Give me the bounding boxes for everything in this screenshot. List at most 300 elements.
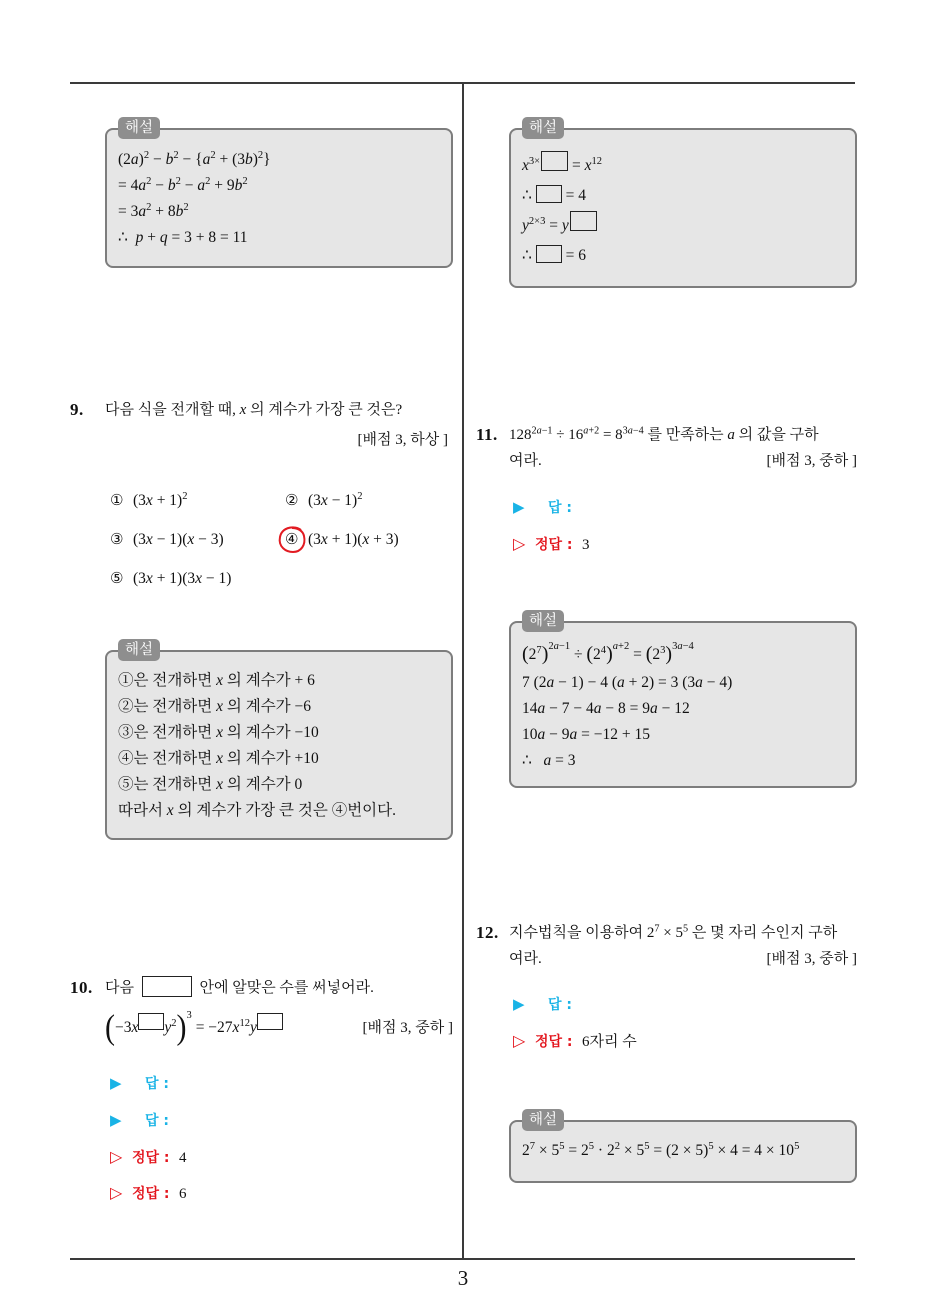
math-variable: b [167,177,176,194]
math-text: 5 [682,923,689,935]
solution-box-12 [509,1112,857,1183]
math-text: + 1) [152,492,183,509]
answer-blank-box [257,1013,283,1030]
math-variable: x [216,750,224,767]
superscript [529,156,568,167]
superscript [583,425,599,436]
math-text: 7 [529,1141,536,1153]
math-variable: x [362,531,370,548]
superscript [592,156,603,167]
correct-answer-line [513,532,590,556]
math-text: · 2 [594,1142,615,1159]
math-text: 2 [146,176,152,188]
big-parenthesis: ( [522,643,529,665]
solution-line [118,147,440,173]
big-parenthesis: ) [606,643,613,665]
math-text: 2 [242,176,248,188]
math-text: 5 [794,1141,800,1153]
math-text: −1 [541,425,553,437]
superscript [569,216,597,227]
math-text: + (3 [215,151,245,168]
math-variable: x [239,402,247,418]
math-text: 5 [588,1141,595,1153]
math-text: 의 계수가 −10 [223,724,319,741]
math-variable: y [164,1019,172,1036]
math-text: 안에 알맞은 수를 써넣어라. [195,980,374,996]
math-text: 3 [672,641,678,652]
solution-lines [118,147,440,251]
option-5-expression [133,570,231,587]
solution-line [522,211,844,241]
math-text: = 3 [551,752,576,769]
math-text: 7 (2 [522,674,547,691]
math-variable: a [612,641,618,652]
math-variable: x [187,531,195,548]
math-variable: a [593,700,602,717]
big-parenthesis: ( [105,1007,115,1047]
solution-box-8 [105,120,453,268]
answer-line [110,1108,169,1132]
solution-line [522,696,844,722]
solution-line [118,694,440,720]
answer-blank-box [541,151,568,171]
math-text: 3× [528,156,541,168]
math-text: 2 [528,646,537,663]
math-text: × 5 [535,1142,560,1159]
math-text: 의 계수가 −6 [223,698,312,715]
math-variable: y [249,1019,257,1036]
math-variable: a [583,425,589,437]
option-3 [110,527,224,551]
question-9-score: [배점 3, 하상 ] [357,432,448,448]
option-1 [110,488,187,512]
question-12-number: 12. [476,923,499,942]
math-text: − 12 [657,700,690,717]
answer-marker-icon: ▶ [110,1111,122,1129]
answer-line [110,1071,169,1095]
option-4-mark: ④ [285,530,299,548]
solution-line [118,668,440,694]
math-text: + 1)( [327,531,363,548]
math-variable: x [584,157,592,174]
math-variable: b [234,177,243,194]
math-text: − 1) [202,570,232,587]
solution-label: 해설 [118,117,160,139]
question-12-stem-continued: 여라. [509,951,542,967]
solution-box-9 [105,642,453,840]
math-variable: a [553,641,559,652]
answer-blank-box [536,185,562,203]
question-11-stem-continued: 여라. [509,453,542,469]
math-variable: x [232,1019,240,1036]
solution-line [522,640,844,670]
math-variable: a [543,752,552,769]
math-text: − { [178,151,203,168]
answer-label: 답 : [145,1076,169,1092]
math-text: × 5 [619,1142,645,1159]
math-text: 2 [171,1018,177,1030]
math-variable: x [216,672,224,689]
correct-marker-icon: ▷ [110,1147,123,1166]
solution-label: 해설 [522,117,564,139]
math-variable: a [197,177,206,194]
correct-answer-line [110,1145,187,1169]
question-12-stem [509,921,837,945]
math-variable: x [216,698,224,715]
column-divider [462,82,464,1259]
math-variable: a [569,726,578,743]
math-text: 2 [257,150,264,162]
math-variable: x [522,157,529,174]
superscript [623,425,644,436]
math-text: (3 [133,531,146,548]
math-variable: a [202,151,211,168]
math-variable: a [627,425,633,437]
correct-answer-label: 정답 : [535,1034,573,1050]
math-text: − 8 = 9 [601,700,650,717]
option-1-mark: ① [110,491,124,509]
math-text: 따라서 [118,802,167,819]
math-text: − [151,177,168,194]
math-text: = 4 [118,177,139,194]
big-parenthesis: ) [541,643,549,665]
math-text: + [143,229,160,246]
correct-answer-label: 정답 : [535,537,573,553]
superscript [613,641,629,652]
math-text: − 1)( [152,531,188,548]
superscript [672,641,694,652]
math-text: 2 [210,150,216,162]
math-text: ) [252,151,258,168]
math-text: ②는 전개하면 [118,698,217,715]
question-11-number: 11. [476,425,498,444]
math-text: −4 [682,641,694,652]
math-text: 12 [591,156,603,168]
question-10-score: [배점 3, 중하 ] [362,1020,453,1036]
math-variable: b [244,151,253,168]
math-text: + 8 [151,203,176,220]
math-variable: a [677,641,683,652]
superscript [532,425,553,436]
solution-lines [118,668,440,824]
math-variable: a [649,700,658,717]
big-parenthesis: ( [645,643,653,665]
solution-lines [522,1138,844,1164]
math-text: 2 [357,491,363,503]
solution-label: 해설 [522,610,564,632]
answer-blank-box [536,245,562,263]
math-text: (3 [308,531,321,548]
math-text: 14 [522,700,538,717]
correct-answer-value: 4 [179,1150,187,1166]
math-text: ÷ 16 [552,427,584,443]
math-text: + 2) = 3 (3 [624,674,696,691]
math-text: } [263,151,271,168]
math-text: ∴ [522,752,544,769]
math-text: 3 [186,1009,192,1021]
option-5-mark: ⑤ [110,569,124,587]
math-variable: a [546,674,555,691]
math-text: = −27 [191,1019,233,1036]
math-variable: p [135,229,144,246]
math-variable: x [166,802,174,819]
solution-line [118,199,440,225]
math-text: 2 [146,202,152,214]
solution-line [522,241,844,271]
math-variable: x [320,492,328,509]
math-variable: a [695,674,703,691]
correct-answer-label: 정답 : [132,1186,170,1202]
solution-line [522,670,844,696]
math-text: 2 [175,176,181,188]
superscript [794,1141,799,1152]
math-text: 5 [708,1141,714,1153]
math-text: 2 [182,491,188,503]
math-text: × 4 = 4 × 10 [713,1142,795,1159]
math-variable: x [320,531,328,548]
solution-line [522,748,844,774]
math-text: × 5 [659,925,683,941]
math-variable: x [216,724,224,741]
question-12-score: [배점 3, 중하 ] [766,951,857,967]
math-variable: a [536,425,542,437]
solution-box-10 [509,120,857,288]
superscript [182,491,187,502]
math-text: = (2 × 5) [649,1142,709,1159]
superscript [357,491,362,502]
math-text: 10 [522,726,538,743]
math-text: 의 계수가 + 6 [223,672,315,689]
math-text: − [149,151,166,168]
solution-lines [522,640,844,774]
math-text: 3 [622,425,628,437]
math-text: 4 [600,645,607,657]
math-text: 12 [239,1018,250,1030]
math-text: = 3 [118,203,139,220]
math-variable: x [145,531,153,548]
math-text: ③은 전개하면 [118,724,217,741]
solution-lines [522,151,844,271]
math-variable: a [727,427,735,443]
math-text: = 3 + 8 = 11 [167,229,248,246]
math-text: 2 [652,646,661,663]
math-text: ∴ [522,247,536,264]
math-text: ①은 전개하면 [118,672,217,689]
option-5 [110,566,231,590]
math-text: 2 [531,425,537,437]
selected-answer-circle [277,524,307,554]
math-text: − 4) [702,674,733,691]
math-text: = 8 [599,427,623,443]
math-text: 2 [183,202,189,214]
math-text: −4 [632,425,644,437]
bottom-rule [70,1258,855,1260]
question-10-number: 10. [70,978,93,997]
math-text: ④는 전개하면 [118,750,217,767]
math-text: = [545,217,562,234]
solution-line [118,746,440,772]
big-parenthesis: ) [176,1007,187,1047]
answer-blank-box [142,976,192,997]
correct-answer-label: 정답 : [132,1150,170,1166]
math-text: ) [138,151,144,168]
math-text: 7 [654,923,660,935]
math-variable: x [145,492,153,509]
superscript [242,176,247,187]
solution-line [522,181,844,211]
math-text: ∴ [522,187,536,204]
solution-label: 해설 [118,639,160,661]
correct-marker-icon: ▷ [513,534,526,553]
math-text: ⑤는 전개하면 [118,776,217,793]
answer-line [513,495,572,519]
page-number: 3 [457,1266,469,1290]
math-variable: a [138,203,147,220]
math-variable: a [616,674,625,691]
math-text: (3 [133,492,146,509]
solution-line [118,772,440,798]
math-text: −3 [115,1019,132,1036]
correct-answer-value: 6자리 수 [582,1034,637,1050]
math-text: − 1) [327,492,358,509]
option-3-expression [133,531,224,548]
math-variable: b [175,203,184,220]
math-text: 를 만족하는 [643,427,728,443]
math-variable: a [537,726,546,743]
math-variable: a [138,177,147,194]
math-text: 의 값을 구하 [734,427,819,443]
answer-label: 답 : [548,500,572,516]
math-variable: x [195,570,203,587]
option-4-expression [308,531,399,548]
option-2-mark: ② [285,491,299,509]
option-1-expression [133,492,187,509]
solution-line [522,1138,844,1164]
math-text: ∴ [118,229,136,246]
math-variable: b [165,151,174,168]
solution-box-11 [509,613,857,788]
math-text: 5 [644,1141,650,1153]
correct-answer-value: 6 [179,1186,187,1202]
math-text: + 3) [369,531,399,548]
answer-blank-box [138,1013,164,1030]
solution-line [118,173,440,199]
math-text: = [568,157,585,174]
answer-marker-icon: ▶ [513,995,525,1013]
math-text: = 4 [561,187,586,204]
math-text: 은 몇 자리 수인지 구하 [688,925,838,941]
big-parenthesis: ( [586,643,594,665]
answer-marker-icon: ▶ [110,1074,122,1092]
math-text: = −12 + 15 [577,726,650,743]
question-9-number: 9. [70,400,84,419]
math-text: +2 [618,641,630,652]
math-text: − 3) [194,531,224,548]
superscript [529,216,545,227]
math-text: 다음 [105,980,138,996]
math-text: (3 [133,570,146,587]
math-text: 2 [143,150,150,162]
math-variable: a [537,700,546,717]
math-text: = 2 [564,1142,589,1159]
math-text: 지수법칙을 이용하여 2 [509,925,655,941]
math-text: −1 [558,641,571,652]
answer-label: 답 : [145,1113,169,1129]
option-2-expression [308,492,362,509]
solution-line [118,798,440,824]
solution-line [522,722,844,748]
math-text: 의 계수가 0 [223,776,303,793]
superscript [239,1018,250,1029]
correct-answer-value: 3 [582,537,590,553]
math-text: + 9 [210,177,235,194]
math-variable: x [216,776,224,793]
math-text: − [180,177,198,194]
solution-label: 해설 [522,1109,564,1131]
option-2 [285,488,362,512]
math-text: ÷ [570,646,587,663]
math-text: 2 [173,150,179,162]
question-10-stem [105,976,374,1000]
math-text: 의 계수가 가장 큰 것은 ④번이다. [173,802,396,819]
math-text: + 1)(3 [152,570,196,587]
math-text: +2 [588,425,600,437]
correct-answer-line [110,1181,187,1205]
math-text: 2 [205,176,211,188]
answer-label: 답 : [548,997,572,1013]
math-text: 다음 식을 전개할 때, [105,402,240,418]
big-parenthesis: ) [665,643,673,665]
question-9-stem [105,398,402,422]
math-text: 3 [660,645,666,657]
question-10-expression [105,1007,283,1047]
superscript [183,202,188,213]
answer-blank-box [570,211,597,231]
math-text: 2 [593,646,601,663]
math-text: 2 [548,641,554,652]
math-text: 7 [536,645,542,657]
solution-line [118,225,440,251]
answer-marker-icon: ▶ [513,498,525,516]
math-text: − 9 [545,726,570,743]
math-text: − 7 − 4 [545,700,594,717]
math-text: − 1) − 4 ( [554,674,617,691]
solution-line [522,151,844,181]
correct-marker-icon: ▷ [110,1183,123,1202]
math-text: 2×3 [528,216,546,228]
math-text: 의 계수가 가장 큰 것은? [246,402,403,418]
math-text: 128 [509,427,532,443]
math-text: 5 [559,1141,565,1153]
math-text: = [629,646,646,663]
correct-marker-icon: ▷ [513,1031,526,1050]
math-variable: y [522,217,529,234]
answer-line [513,992,572,1016]
correct-answer-line [513,1029,637,1053]
math-variable: x [145,570,153,587]
superscript [548,641,570,652]
option-3-mark: ③ [110,530,124,548]
math-variable: a [130,151,139,168]
math-text: 의 계수가 +10 [223,750,319,767]
math-text: 2 [522,1142,530,1159]
option-4 [285,527,399,551]
math-variable: y [561,217,569,234]
solution-line [118,720,440,746]
question-11-stem [509,423,819,447]
math-text: = 6 [561,247,586,264]
math-variable: q [159,229,168,246]
